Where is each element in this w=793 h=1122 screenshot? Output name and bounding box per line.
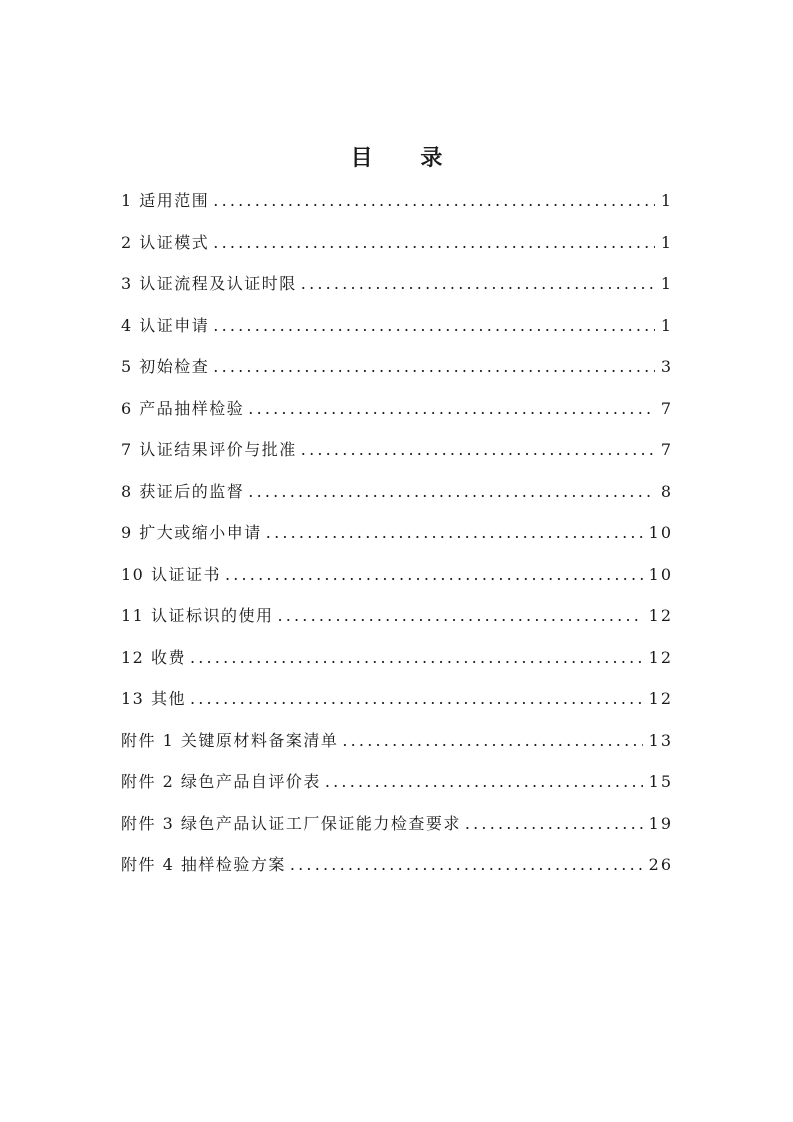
toc-entry-label: 附件 2 绿色产品自评价表: [121, 772, 321, 791]
toc-entry-label: 7 认证结果评价与批准: [121, 440, 297, 459]
toc-dot-leader: [277, 601, 642, 631]
toc-entry[interactable]: [121, 850, 673, 892]
toc-dot-leader: [213, 352, 655, 382]
toc-entry[interactable]: [121, 518, 673, 560]
toc-dot-leader: [325, 767, 643, 797]
toc-entry-page-number: 12: [648, 647, 673, 667]
toc-entry-label: 12 收费: [121, 647, 186, 667]
toc-entry-page-number: 10: [648, 523, 673, 542]
toc-entry[interactable]: [121, 684, 673, 726]
toc-dot-leader: [266, 518, 643, 548]
toc-entry[interactable]: [121, 726, 673, 768]
toc-dot-leader: [213, 228, 655, 258]
toc-entry-page-number: 1: [660, 274, 673, 293]
toc-entry-label: 8 获证后的监督: [121, 481, 245, 501]
toc-entry-page-number: 10: [648, 564, 673, 584]
toc-dot-leader: [290, 850, 643, 880]
page-title: 目 录: [350, 146, 463, 171]
toc-dot-leader: [213, 186, 655, 216]
toc-entry-label: 附件 1 关键原材料备案清单: [121, 730, 339, 750]
toc-entry-page-number: 15: [648, 772, 673, 791]
toc-entry[interactable]: [121, 560, 673, 602]
toc-entry-page-number: 3: [660, 357, 673, 376]
toc-entry-label: 5 初始检查: [121, 357, 210, 376]
toc-entry-label: 附件 4 抽样检验方案: [121, 855, 286, 874]
toc-dot-leader: [301, 269, 655, 299]
toc-dot-leader: [342, 726, 642, 756]
toc-entry[interactable]: [121, 601, 673, 643]
toc-dot-leader: [465, 809, 643, 839]
toc-entry[interactable]: [121, 435, 673, 477]
toc-entry-label: 附件 3 绿色产品认证工厂保证能力检查要求: [121, 813, 461, 833]
toc-entry[interactable]: [121, 809, 673, 851]
toc-entry[interactable]: [121, 269, 673, 311]
toc-entry-label: 10 认证证书: [121, 564, 221, 584]
toc-entry-label: 2 认证模式: [121, 232, 210, 252]
toc-entry-page-number: 26: [648, 855, 673, 874]
toc-entry[interactable]: [121, 311, 673, 353]
toc-entry-page-number: 8: [660, 481, 673, 501]
toc-dot-leader: [248, 394, 655, 424]
toc-entry-label: 1 适用范围: [121, 191, 210, 210]
toc-entry-page-number: 7: [660, 440, 673, 459]
table-of-contents: [121, 186, 673, 892]
toc-dot-leader: [190, 643, 643, 673]
toc-entry-label: 9 扩大或缩小申请: [121, 523, 262, 542]
toc-entry-label: 3 认证流程及认证时限: [121, 274, 297, 293]
toc-entry[interactable]: [121, 228, 673, 270]
toc-entry[interactable]: [121, 352, 673, 394]
toc-entry-page-number: 7: [660, 398, 673, 418]
toc-entry-page-number: 1: [660, 191, 673, 210]
toc-entry-page-number: 19: [648, 813, 673, 833]
toc-dot-leader: [213, 311, 655, 341]
toc-entry-label: 11 认证标识的使用: [121, 606, 274, 625]
toc-entry[interactable]: [121, 767, 673, 809]
toc-entry-label: 6 产品抽样检验: [121, 398, 245, 418]
toc-entry-page-number: 12: [648, 606, 673, 625]
toc-entry-page-number: 1: [660, 232, 673, 252]
toc-dot-leader: [190, 684, 643, 714]
toc-entry[interactable]: [121, 643, 673, 685]
toc-entry[interactable]: [121, 477, 673, 519]
toc-dot-leader: [301, 435, 655, 465]
toc-entry-label: 13 其他: [121, 689, 186, 708]
toc-dot-leader: [225, 560, 643, 590]
toc-entry-page-number: 13: [648, 730, 673, 750]
toc-entry-label: 4 认证申请: [121, 315, 210, 335]
toc-entry-page-number: 1: [660, 315, 673, 335]
toc-entry[interactable]: [121, 186, 673, 228]
toc-entry-page-number: 12: [648, 689, 673, 708]
toc-dot-leader: [248, 477, 655, 507]
toc-entry[interactable]: [121, 394, 673, 436]
